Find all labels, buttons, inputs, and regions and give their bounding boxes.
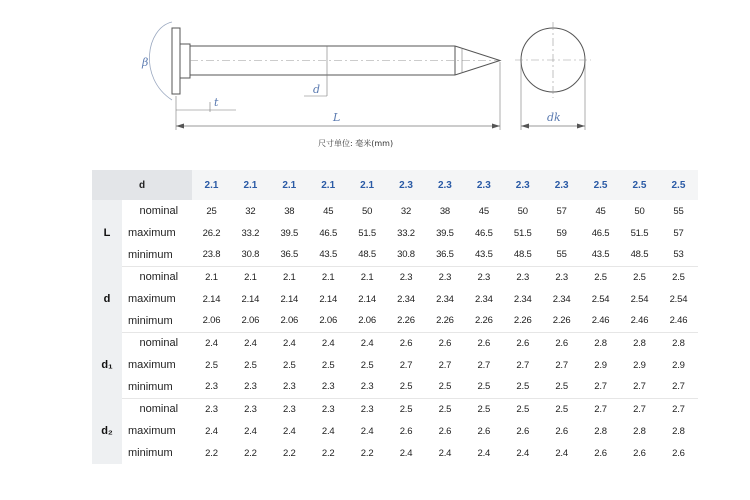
table-cell: 2.8 — [620, 332, 659, 354]
param-label: d₁ — [92, 332, 122, 398]
table-cell: 2.5 — [387, 398, 426, 420]
tolerance-label: minimum — [128, 314, 173, 327]
tolerance-label: maximum — [128, 227, 176, 239]
table-cell: 26.2 — [202, 227, 221, 239]
table-cell: 48.5 — [630, 249, 649, 261]
table-cell: 2.8 — [672, 425, 685, 437]
table-cell: 2.3 — [270, 398, 309, 420]
table-row — [92, 420, 698, 442]
table-cell: 38 — [439, 205, 450, 217]
table-cell: 2.7 — [659, 398, 698, 420]
table-cell: 2.4 — [321, 425, 335, 437]
table-cell: 2.26 — [513, 315, 532, 327]
table-cell: 2.5 — [503, 398, 542, 420]
header-d-value: 2.3 — [542, 170, 581, 200]
L-label: L — [333, 111, 341, 124]
table-cell: 2.8 — [594, 425, 607, 437]
table-cell: 2.3 — [542, 266, 581, 288]
table-cell: 2.5 — [659, 266, 698, 288]
table-cell: 2.6 — [633, 447, 646, 459]
table-cell: 2.34 — [397, 293, 415, 305]
tolerance-label: minimum — [128, 248, 173, 261]
table-cell: 2.26 — [474, 315, 493, 327]
table-cell: 2.9 — [594, 359, 607, 371]
table-cell: 2.4 — [555, 447, 568, 459]
table-cell: 2.5 — [516, 381, 530, 393]
tolerance-label: nominal — [122, 332, 192, 354]
table-cell: 2.7 — [581, 398, 620, 420]
table-cell: 2.06 — [280, 315, 299, 327]
table-cell: 45 — [478, 205, 489, 217]
beta-label: β — [142, 56, 149, 69]
table-cell: 2.06 — [358, 315, 376, 327]
table-row — [92, 442, 698, 464]
table-cell: 2.3 — [360, 381, 374, 393]
table-cell: 2.7 — [620, 398, 659, 420]
table-cell: 2.6 — [438, 425, 452, 437]
table-cell: 2.8 — [659, 332, 698, 354]
table-cell: 2.7 — [594, 381, 607, 393]
table-cell: 2.4 — [360, 425, 374, 437]
table-cell: 2.34 — [552, 293, 571, 305]
header-d-value: 2.5 — [659, 170, 698, 200]
table-cell: 25 — [206, 205, 217, 217]
table-cell: 2.34 — [513, 293, 532, 305]
table-cell: 43.5 — [474, 249, 493, 261]
table-cell: 2.5 — [425, 398, 464, 420]
table-cell: 2.1 — [270, 266, 309, 288]
table-cell: 53 — [673, 249, 684, 261]
table-cell: 45 — [595, 205, 606, 217]
table-cell: 2.6 — [516, 425, 530, 437]
header-d-value: 2.1 — [348, 170, 387, 200]
nail-dimension-table — [92, 170, 698, 464]
table-cell: 2.3 — [464, 266, 503, 288]
table-cell: 2.54 — [630, 293, 649, 305]
table-cell: 2.4 — [348, 332, 387, 354]
table-cell: 2.3 — [387, 266, 426, 288]
table-row — [92, 354, 698, 376]
table-cell: 2.5 — [282, 359, 296, 371]
table-cell: 2.5 — [399, 381, 413, 393]
table-cell: 2.7 — [438, 359, 452, 371]
table-cell: 2.1 — [309, 266, 348, 288]
table-cell: 30.8 — [397, 249, 415, 261]
table-cell: 2.3 — [321, 381, 335, 393]
tolerance-label: nominal — [122, 398, 192, 420]
table-row — [92, 310, 698, 332]
table-cell: 2.3 — [425, 266, 464, 288]
table-cell: 2.6 — [464, 332, 503, 354]
nail-head — [172, 28, 180, 94]
table-cell: 2.7 — [672, 381, 685, 393]
table-cell: 2.7 — [633, 381, 646, 393]
table-cell: 2.3 — [309, 398, 348, 420]
table-cell: 50 — [634, 205, 645, 217]
beta-arc — [149, 22, 172, 100]
table-cell: 48.5 — [358, 249, 376, 261]
table-cell: 2.6 — [672, 447, 685, 459]
table-cell: 2.5 — [321, 359, 335, 371]
table-cell: 2.5 — [581, 266, 620, 288]
table-cell: 2.14 — [280, 293, 299, 305]
table-cell: 2.2 — [360, 447, 374, 459]
table-cell: 2.9 — [672, 359, 685, 371]
table-cell: 2.46 — [630, 315, 649, 327]
table-cell: 33.2 — [397, 227, 415, 239]
table-cell: 30.8 — [241, 249, 260, 261]
unit-caption: 尺寸单位: 毫米(mm) — [318, 139, 394, 148]
table-row — [92, 222, 698, 244]
tolerance-label: maximum — [128, 425, 176, 437]
tolerance-label: maximum — [128, 293, 176, 305]
table-cell: 2.3 — [205, 381, 218, 393]
table-cell: 2.5 — [360, 359, 374, 371]
table-cell: 2.4 — [244, 425, 257, 437]
table-cell: 2.4 — [282, 425, 296, 437]
table-cell: 2.4 — [438, 447, 452, 459]
table-cell: 2.7 — [555, 359, 568, 371]
header-d-label: d — [92, 170, 192, 200]
table-cell: 23.8 — [202, 249, 221, 261]
header-d-value: 2.1 — [309, 170, 348, 200]
table-cell: 2.5 — [542, 398, 581, 420]
table-cell: 2.6 — [594, 447, 607, 459]
table-cell: 2.2 — [321, 447, 335, 459]
table-cell: 32 — [400, 205, 412, 217]
table-cell: 2.4 — [516, 447, 530, 459]
table-body — [92, 170, 698, 464]
t-label: t — [214, 96, 219, 109]
table-cell: 2.14 — [202, 293, 221, 305]
table-cell: 2.06 — [241, 315, 260, 327]
table-cell: 2.5 — [244, 359, 257, 371]
table-cell: 36.5 — [436, 249, 454, 261]
table-cell: 2.5 — [464, 398, 503, 420]
table-cell: 2.2 — [282, 447, 296, 459]
dk-label: dk — [547, 111, 561, 124]
table-row — [92, 398, 698, 420]
table-cell: 2.26 — [552, 315, 571, 327]
table-cell: 2.6 — [542, 332, 581, 354]
table-cell: 2.7 — [477, 359, 491, 371]
table-cell: 2.4 — [477, 447, 491, 459]
table-row — [92, 288, 698, 310]
table-cell: 50 — [362, 205, 373, 217]
table-cell: 32 — [245, 205, 256, 217]
table-cell: 2.26 — [436, 315, 454, 327]
header-d-value: 2.3 — [503, 170, 542, 200]
table-cell: 2.1 — [348, 266, 387, 288]
table-cell: 2.14 — [241, 293, 260, 305]
tolerance-label: nominal — [122, 266, 192, 288]
tolerance-label: nominal — [139, 205, 179, 217]
table-cell: 2.9 — [633, 359, 646, 371]
table-cell: 2.1 — [231, 266, 270, 288]
table-cell: 55 — [556, 249, 567, 261]
table-cell: 2.4 — [399, 447, 413, 459]
nail-head-neck — [180, 44, 190, 78]
table-cell: 36.5 — [280, 249, 299, 261]
table-cell: 51.5 — [513, 227, 532, 239]
table-cell: 2.46 — [591, 315, 610, 327]
table-cell: 39.5 — [280, 227, 299, 239]
table-cell: 51.5 — [630, 227, 649, 239]
table-cell: 2.06 — [319, 315, 338, 327]
table-cell: 50 — [517, 205, 528, 217]
table-row — [92, 266, 698, 288]
table-row — [92, 332, 698, 354]
header-d-value: 2.3 — [464, 170, 503, 200]
table-cell: 2.6 — [425, 332, 464, 354]
table-cell: 43.5 — [319, 249, 338, 261]
table-cell: 2.4 — [270, 332, 309, 354]
table-cell: 2.3 — [231, 398, 270, 420]
table-cell: 2.4 — [205, 425, 218, 437]
table-cell: 43.5 — [591, 249, 610, 261]
table-cell: 55 — [673, 205, 684, 217]
table-cell: 57 — [556, 205, 567, 217]
table-cell: 57 — [673, 227, 684, 239]
table-cell: 39.5 — [436, 227, 454, 239]
table-cell: 2.3 — [348, 398, 387, 420]
table-cell: 2.2 — [205, 447, 218, 459]
table-cell: 2.1 — [192, 266, 231, 288]
table-cell: 2.4 — [231, 332, 270, 354]
nail-technical-drawing — [0, 0, 750, 160]
table-cell: 2.6 — [399, 425, 413, 437]
table-cell: 2.4 — [309, 332, 348, 354]
table-cell: 2.34 — [436, 293, 454, 305]
param-label: d₂ — [92, 398, 122, 464]
table-cell: 2.54 — [591, 293, 610, 305]
table-cell: 38 — [284, 205, 295, 217]
d-label: d — [313, 83, 321, 96]
table-cell: 2.5 — [555, 381, 568, 393]
table-cell: 51.5 — [358, 227, 376, 239]
table-cell: 2.06 — [202, 315, 221, 327]
table-row — [92, 376, 698, 398]
table-cell: 2.5 — [477, 381, 491, 393]
param-label: L — [92, 200, 122, 266]
table-cell: 46.5 — [474, 227, 493, 239]
header-d-value: 2.5 — [581, 170, 620, 200]
table-cell: 2.3 — [282, 381, 296, 393]
table-cell: 2.6 — [555, 425, 568, 437]
table-cell: 33.2 — [241, 227, 260, 239]
table-cell: 2.5 — [205, 359, 218, 371]
table-cell: 2.3 — [503, 266, 542, 288]
table-cell: 2.3 — [244, 381, 257, 393]
table-cell: 46.5 — [591, 227, 610, 239]
table-cell: 2.2 — [244, 447, 257, 459]
table-cell: 2.4 — [192, 332, 231, 354]
header-d-value: 2.3 — [387, 170, 426, 200]
table-cell: 2.14 — [358, 293, 376, 305]
table-header-row — [92, 170, 698, 200]
table-cell: 2.6 — [503, 332, 542, 354]
table-cell: 48.5 — [513, 249, 532, 261]
nail-drawing-svg — [0, 0, 750, 160]
tolerance-label: minimum — [128, 380, 173, 393]
table-cell: 2.6 — [387, 332, 426, 354]
table-cell: 2.8 — [581, 332, 620, 354]
table-cell: 2.8 — [633, 425, 646, 437]
table-cell: 2.14 — [319, 293, 338, 305]
tolerance-label: maximum — [128, 359, 176, 371]
header-d-value: 2.5 — [620, 170, 659, 200]
table-cell: 45 — [323, 205, 334, 217]
table-cell: 2.3 — [192, 398, 231, 420]
table-cell: 46.5 — [319, 227, 338, 239]
table-cell: 2.5 — [438, 381, 452, 393]
table-cell: 2.54 — [669, 293, 688, 305]
table-cell: 59 — [556, 227, 567, 239]
table-cell: 2.7 — [399, 359, 413, 371]
table-cell: 2.26 — [397, 315, 415, 327]
tolerance-label: minimum — [128, 447, 173, 459]
header-d-value: 2.1 — [270, 170, 309, 200]
table-cell: 2.5 — [620, 266, 659, 288]
table-row — [92, 200, 698, 222]
table-cell: 2.34 — [474, 293, 493, 305]
table-row — [92, 244, 698, 266]
param-label: d — [92, 266, 122, 332]
header-d-value: 2.3 — [425, 170, 464, 200]
header-d-value: 2.1 — [231, 170, 270, 200]
header-d-value: 2.1 — [192, 170, 231, 200]
table-cell: 2.46 — [669, 315, 688, 327]
table-cell: 2.7 — [516, 359, 530, 371]
table-cell: 2.6 — [477, 425, 491, 437]
